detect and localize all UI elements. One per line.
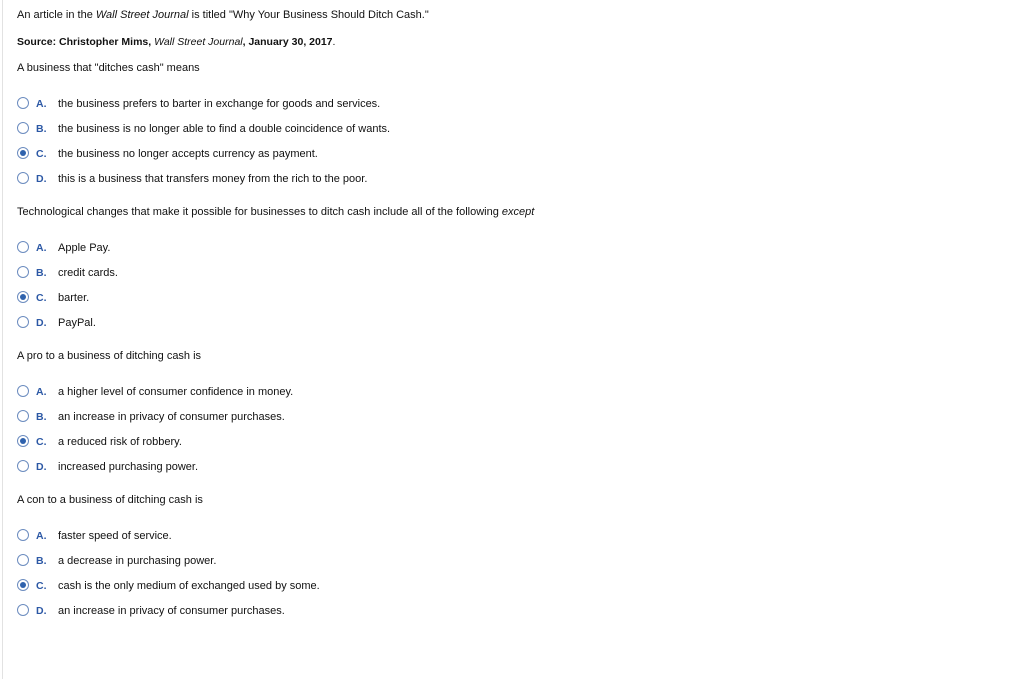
choice-4-b[interactable] xyxy=(17,555,1007,580)
question-block-3 xyxy=(17,350,1007,486)
intro-text-after: is titled "Why Your Business Should Ditch Cash." xyxy=(188,9,429,21)
radio-button[interactable] xyxy=(17,241,29,253)
prompt-emphasis: except xyxy=(501,206,535,218)
choice-letter: C. xyxy=(36,148,47,160)
choice-text: the business is no longer able to find a double coincidence of wants. xyxy=(58,123,391,135)
radio-button[interactable] xyxy=(17,604,29,616)
prompt-text: A business that "ditches cash" means xyxy=(17,62,200,74)
intro-publication: Wall Street Journal xyxy=(95,9,189,21)
prompt-text: A pro to a business of ditching cash is xyxy=(17,350,202,362)
choice-4-c[interactable] xyxy=(17,580,1007,605)
choice-letter: B. xyxy=(36,123,47,135)
choice-2-c[interactable] xyxy=(17,292,1007,317)
choice-text: PayPal. xyxy=(58,317,96,329)
choice-letter: B. xyxy=(36,267,47,279)
choice-text: increased purchasing power. xyxy=(58,461,199,473)
radio-button-selected[interactable] xyxy=(17,291,29,303)
radio-button[interactable] xyxy=(17,266,29,278)
source-text-end: . xyxy=(332,36,336,48)
radio-button[interactable] xyxy=(17,554,29,566)
radio-button[interactable] xyxy=(17,172,29,184)
choice-1-c[interactable] xyxy=(17,148,1007,173)
choice-text: a reduced risk of robbery. xyxy=(58,436,182,448)
choice-3-b[interactable] xyxy=(17,411,1007,436)
choice-letter: D. xyxy=(36,317,47,329)
answer-choices-2 xyxy=(17,242,1007,342)
radio-button[interactable] xyxy=(17,385,29,397)
radio-button-selected[interactable] xyxy=(17,147,29,159)
choice-text: barter. xyxy=(58,292,90,304)
radio-button[interactable] xyxy=(17,122,29,134)
question-block-2 xyxy=(17,206,1007,342)
choice-4-a[interactable] xyxy=(17,530,1007,555)
choice-letter: D. xyxy=(36,605,47,617)
choice-text: a decrease in purchasing power. xyxy=(58,555,217,567)
choice-letter: D. xyxy=(36,173,47,185)
answer-choices-1 xyxy=(17,98,1007,198)
choice-text: an increase in privacy of consumer purchases. xyxy=(58,411,285,423)
choice-3-a[interactable] xyxy=(17,386,1007,411)
choice-text: the business prefers to barter in exchange for goods and services. xyxy=(58,98,381,110)
radio-button[interactable] xyxy=(17,316,29,328)
question-prompt-1 xyxy=(17,62,1007,75)
choice-letter: A. xyxy=(36,386,47,398)
source-publication: Wall Street Journal xyxy=(154,36,243,48)
choice-text: faster speed of service. xyxy=(58,530,172,542)
choice-letter: B. xyxy=(36,411,47,423)
choice-2-d[interactable] xyxy=(17,317,1007,342)
choice-2-b[interactable] xyxy=(17,267,1007,292)
source-text-after: , January 30, 2017 xyxy=(242,36,333,48)
radio-button[interactable] xyxy=(17,529,29,541)
page-left-border xyxy=(2,0,3,679)
answer-choices-4 xyxy=(17,530,1007,630)
choice-4-d[interactable] xyxy=(17,605,1007,630)
choice-1-b[interactable] xyxy=(17,123,1007,148)
question-prompt-2 xyxy=(17,206,1007,219)
prompt-text: Technological changes that make it possible for businesses to ditch cash include all of the following xyxy=(17,206,502,218)
choice-text: Apple Pay. xyxy=(58,242,111,254)
choice-letter: D. xyxy=(36,461,47,473)
article-intro xyxy=(17,9,1007,22)
choice-2-a[interactable] xyxy=(17,242,1007,267)
choice-letter: C. xyxy=(36,292,47,304)
choice-text: the business no longer accepts currency as payment. xyxy=(58,148,318,160)
choice-1-d[interactable] xyxy=(17,173,1007,198)
radio-button-selected[interactable] xyxy=(17,435,29,447)
radio-button-selected[interactable] xyxy=(17,579,29,591)
choice-letter: A. xyxy=(36,242,47,254)
question-block-1 xyxy=(17,62,1007,198)
question-content xyxy=(17,9,1007,638)
question-prompt-4 xyxy=(17,494,1007,507)
choice-letter: A. xyxy=(36,530,47,542)
choice-letter: C. xyxy=(36,436,47,448)
question-block-4 xyxy=(17,494,1007,630)
choice-3-c[interactable] xyxy=(17,436,1007,461)
source-citation xyxy=(17,36,1007,49)
choice-text: this is a business that transfers money from the rich to the poor. xyxy=(58,173,368,185)
radio-button[interactable] xyxy=(17,410,29,422)
radio-button[interactable] xyxy=(17,97,29,109)
choice-3-d[interactable] xyxy=(17,461,1007,486)
choice-text: a higher level of consumer confidence in money. xyxy=(58,386,294,398)
choice-1-a[interactable] xyxy=(17,98,1007,123)
choice-letter: C. xyxy=(36,580,47,592)
question-prompt-3 xyxy=(17,350,1007,363)
choice-text: cash is the only medium of exchanged used by some. xyxy=(58,580,320,592)
choice-text: credit cards. xyxy=(58,267,118,279)
prompt-text: A con to a business of ditching cash is xyxy=(17,494,203,506)
source-text-before: Source: Christopher Mims, xyxy=(17,36,155,48)
radio-button[interactable] xyxy=(17,460,29,472)
choice-letter: A. xyxy=(36,98,47,110)
choice-letter: B. xyxy=(36,555,47,567)
answer-choices-3 xyxy=(17,386,1007,486)
choice-text: an increase in privacy of consumer purchases. xyxy=(58,605,285,617)
intro-text-before: An article in the xyxy=(17,9,96,21)
